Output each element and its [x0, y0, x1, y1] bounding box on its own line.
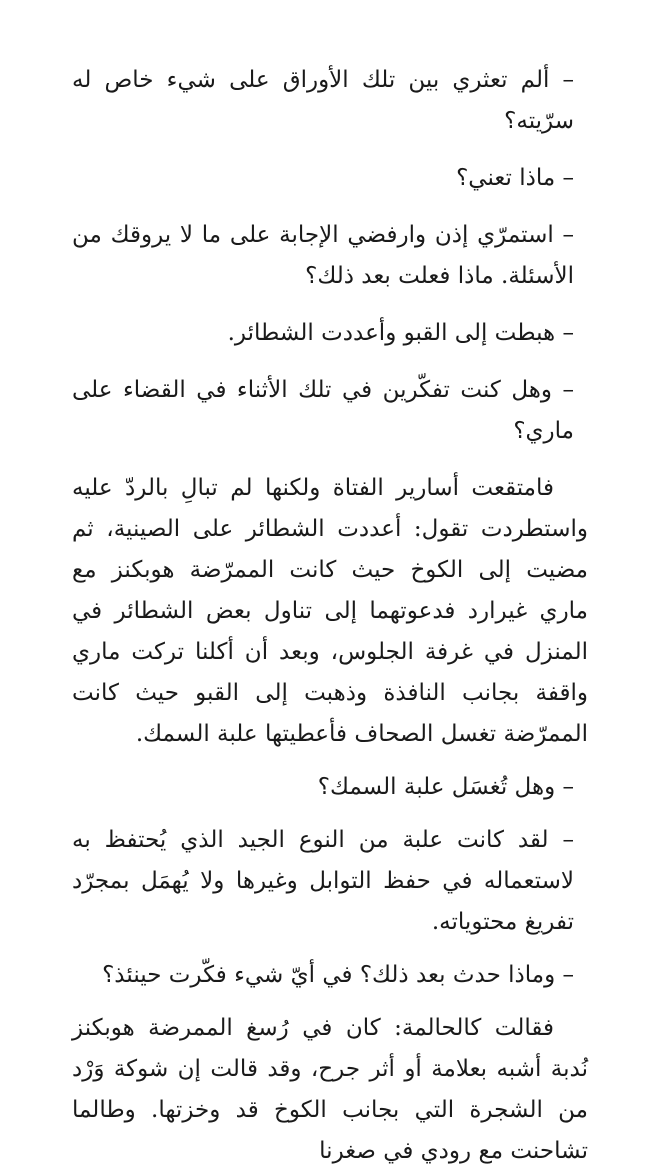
dialogue-line: – ماذا تعني؟	[456, 165, 574, 191]
dialogue-line: – وماذا حدث بعد ذلك؟ في أيّ شيء فكّرت حينئذ؟	[102, 962, 574, 988]
dialogue-line: – وهل تُغسَل علبة السمك؟	[317, 774, 574, 800]
dialogue-line: – ألم تعثري بين تلك الأوراق على شيء خاص له سرّيته؟	[72, 67, 574, 134]
narrative-paragraph: فقالت كالحالمة: كان في رُسغ الممرضة هوبكنز نُدبة أشبه بعلامة أو أثر جرح، وقد قالت إن شوكة وَرْد من الشجرة التي بجانب الكوخ قد وخزتها. وطالما تشاحنت مع رودي في صغرنا	[72, 1015, 588, 1164]
dialogue-line: – هبطت إلى القبو وأعددت الشطائر.	[227, 320, 574, 346]
narrative-paragraph: فامتقعت أسارير الفتاة ولكنها لم تبالِ بالردّ عليه واستطردت تقول: أعددت الشطائر على الصينية، ثم مضيت إلى الكوخ حيث كانت الممرّضة هوبكنز مع ماري غيرارد فدعوتهما إلى تناول بعض الشطائر في المنزل في غرفة الجلوس، وبعد أن أكلنا تركت ماري واقفة بجانب النافذة وذهبت إلى القبو حيث كانت الممرّضة تغسل الصحاف فأعطيتها علبة السمك.	[72, 475, 588, 747]
dialogue-line: – لقد كانت علبة من النوع الجيد الذي يُحتفظ به لاستعماله في حفظ التوابل وغيرها ولا يُهمَل بمجرّد تفريغ محتوياته.	[72, 827, 574, 935]
dialogue-line: – استمرّي إذن وارفضي الإجابة على ما لا يروقك من الأسئلة. ماذا فعلت بعد ذلك؟	[72, 222, 574, 289]
dialogue-line: – وهل كنت تفكّرين في تلك الأثناء في القضاء على ماري؟	[72, 377, 574, 444]
book-page	[72, 60, 588, 1172]
